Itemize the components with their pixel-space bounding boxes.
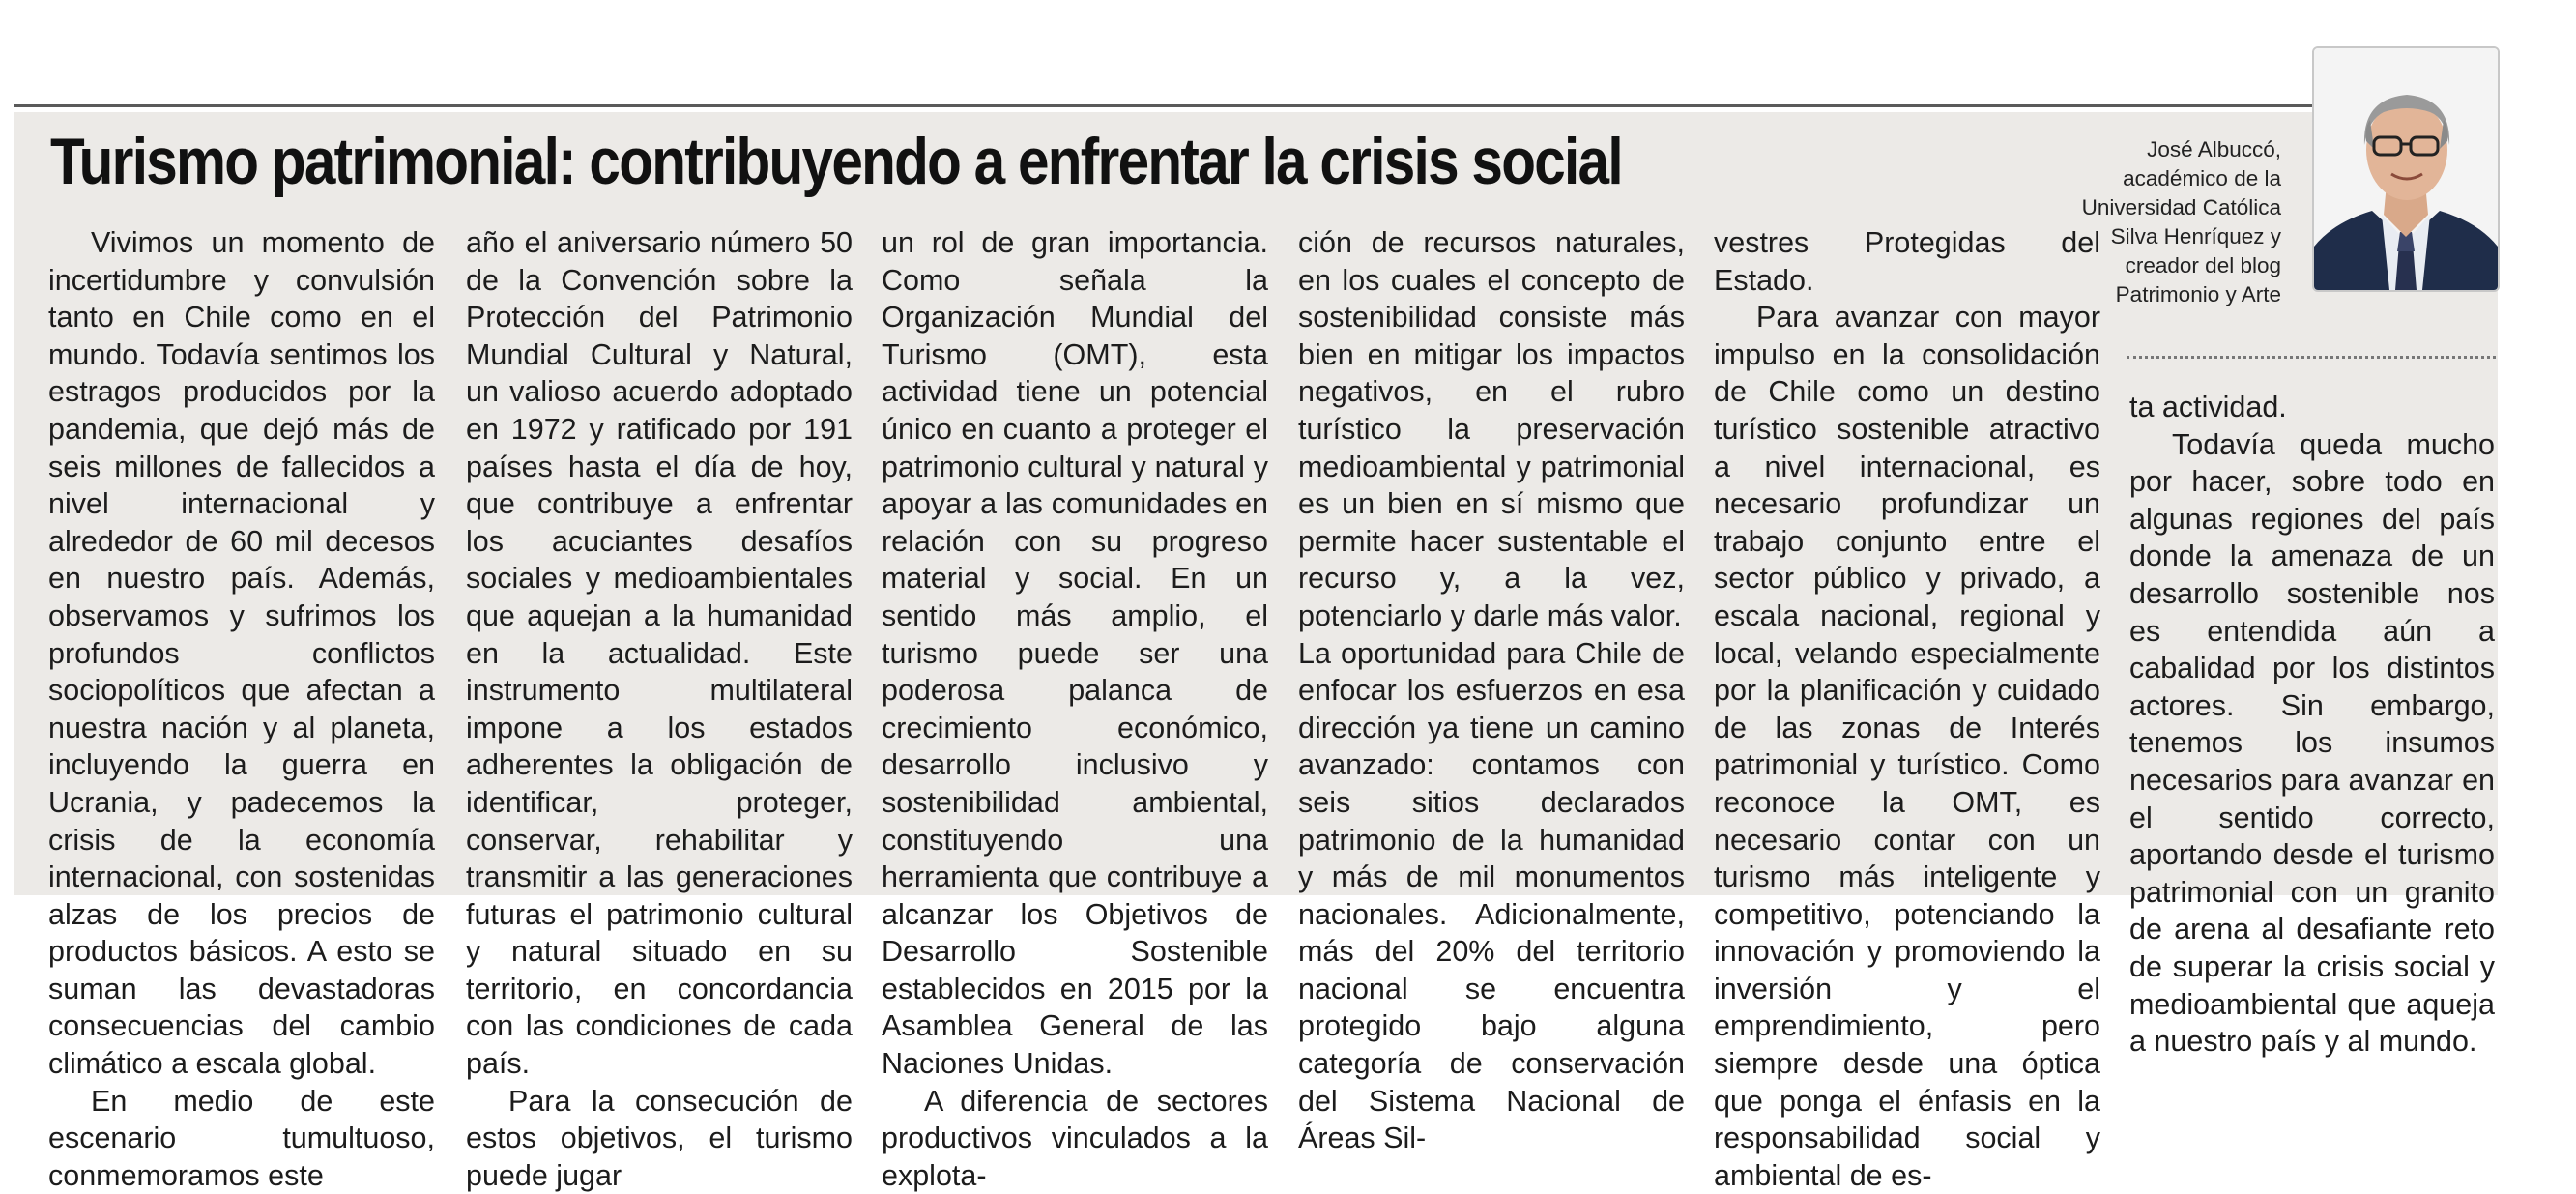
article-column-6 — [2129, 389, 2495, 1061]
paragraph: año el aniversario número 50 de la Convención sobre la Protección del Patrimonio Mundial Cultural y Natural, un valioso acuerdo adoptado en 1972 y ratificado por 191 países hasta el día de hoy, que contribuye a enfrentar los acuciantes desafíos sociales y medioambientales que aquejan a la humanidad en la actualidad. Este instrumento multilateral impone a los estados adherentes la obligación de identificar, proteger, conservar, rehabilitar y transmitir a las generaciones futuras el patrimonio cultural y natural situado en su territorio, en concordancia con las condiciones de cada país. — [466, 226, 853, 1081]
paragraph: ción de recursos naturales, en los cuales el concepto de sostenibilidad consiste más bien en mitigar los impactos negativos, en el rubro turístico la preservación medioambiental y patrimonial es un bien en sí mismo que permite hacer sustentable el recurso y, a la vez, potenciarlo y darle más valor. — [1298, 226, 1685, 632]
author-line: Universidad Católica — [2081, 195, 2281, 219]
author-line: Patrimonio y Arte — [2115, 282, 2281, 306]
paragraph: un rol de gran importancia. Como señala la Organización Mundial del Turismo (OMT), esta actividad tiene un potencial único en cuanto a proteger el patrimonio cultural y natural y apoyar a las comunidades en relación con su progreso material y social. En un sentido más amplio, el turismo puede ser una poderosa palanca de crecimiento económico, desarrollo inclusivo y sostenibilidad ambiental, constituyendo una herramienta que contribuye a alcanzar los Objetivos de Desarrollo Sostenible establecidos en 2015 por la Asamblea General de las Naciones Unidas. — [882, 226, 1268, 1081]
paragraph: La oportunidad para Chile de enfocar los esfuerzos en esa dirección ya tiene un camino avanzado: contamos con seis sitios declarados patrimonio de la humanidad y más de mil monumentos nacionales. Adicionalmente, más del 20% del territorio nacional se encuentra protegido bajo alguna categoría de conservación del Sistema Nacional de Áreas Sil- — [1298, 636, 1685, 1155]
author-line: académico de la — [2123, 166, 2281, 190]
article-column-1 — [48, 224, 435, 1194]
article-column-4 — [1298, 224, 1685, 1157]
author-line: Silva Henríquez y — [2110, 224, 2281, 248]
author-line: José Albuccó, — [2147, 137, 2281, 161]
header-rule — [14, 104, 2498, 107]
author-photo — [2312, 46, 2500, 292]
paragraph: Para avanzar con mayor impulso en la consolidación de Chile como un destino turístico sostenible atractivo a nivel internacional, es necesario profundizar un trabajo conjunto entre el sector público y privado, a escala nacional, regional y local, velando especialmente por la planificación y cuidado de las zonas de Interés patrimonial y turístico. Como reconoce la OMT, es necesario contar con un turismo más inteligente y competitivo, potenciando la innovación y promoviendo la inversión y el emprendimiento, pero siempre desde una óptica que ponga el énfasis en la responsabilidad social y ambiental de es- — [1714, 301, 2100, 1192]
author-portrait-image — [2314, 48, 2498, 290]
article-column-3 — [882, 224, 1268, 1194]
sidebar-divider — [2127, 356, 2496, 359]
paragraph: Para la consecución de estos objetivos, el turismo puede jugar — [466, 1084, 853, 1192]
author-credit — [2069, 135, 2281, 309]
author-line: creador del blog — [2125, 253, 2281, 277]
paragraph: En medio de este escenario tumultuoso, conmemoramos este — [48, 1084, 435, 1192]
paragraph: vestres Protegidas del Estado. — [1714, 226, 2100, 297]
paragraph: ta actividad. — [2129, 391, 2287, 423]
paragraph: A diferencia de sectores productivos vinculados a la explota- — [882, 1084, 1268, 1192]
paragraph: Todavía queda mucho por hacer, sobre todo en algunas regiones del país donde la amenaza de un desarrollo sostenible nos es entendida aún a cabalidad por los distintos actores. Sin embargo, tenemos los insumos necesarios para avanzar en el sentido correcto, aportando desde el turismo patrimonial con un granito de arena al desafiante reto de superar la crisis social y medioambiental que aqueja a nuestro país y al mundo. — [2129, 427, 2495, 1059]
article-column-5 — [1714, 224, 2100, 1194]
article-column-2 — [466, 224, 853, 1194]
paragraph: Vivimos un momento de incertidumbre y convulsión tanto en Chile como en el mundo. Todavía sentimos los estragos producidos por la pandemia, que dejó más de seis millones de fallecidos a nivel internacional y alrededor de 60 mil decesos en nuestro país. Además, observamos y sufrimos los profundos conflictos sociopolíticos que afectan a nuestra nación y al planeta, incluyendo la guerra en Ucrania, y padecemos la crisis de la economía internacional, con sostenidas alzas de los precios de productos básicos. A esto se suman las devastadoras consecuencias del cambio climático a escala global. — [48, 226, 435, 1081]
article-title: Turismo patrimonial: contribuyendo a enfrentar la crisis social — [50, 125, 1622, 198]
